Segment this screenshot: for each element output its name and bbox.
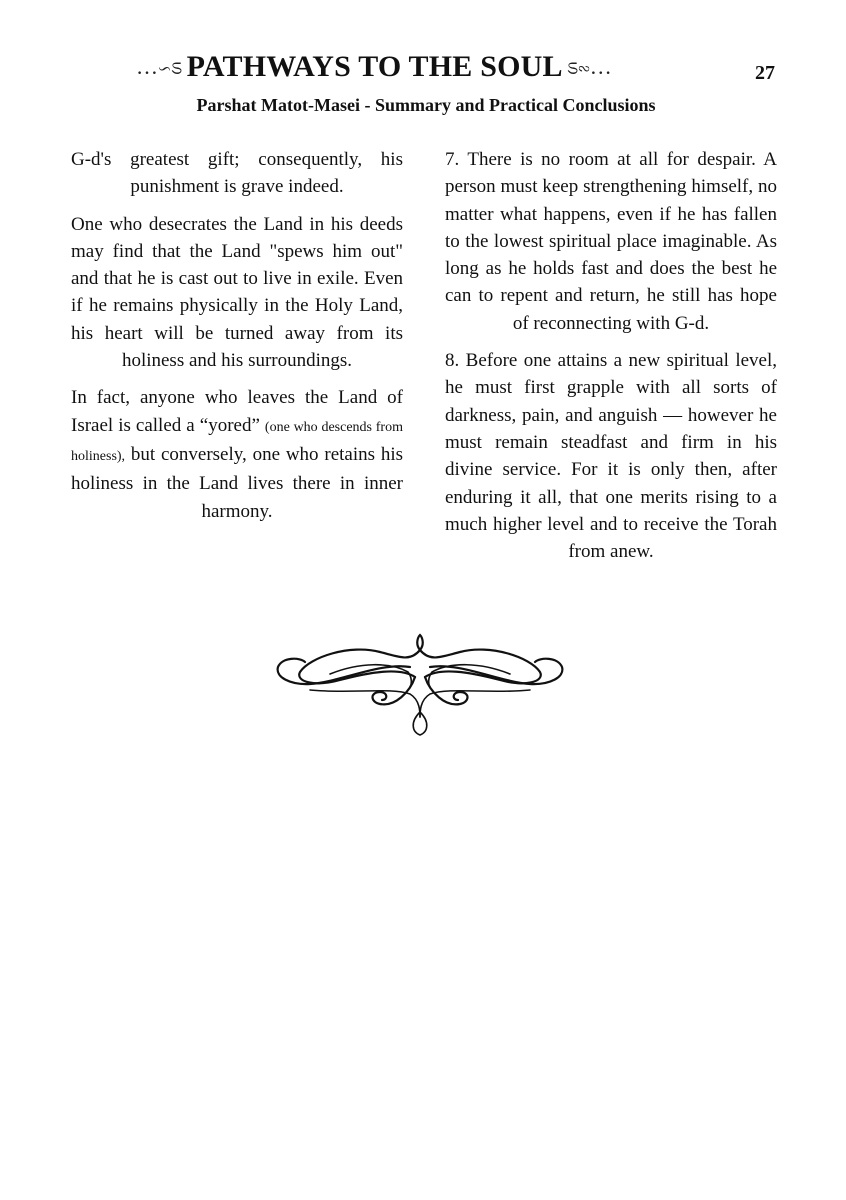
paragraph: G-d's greatest gift; consequently, his punishment is grave indeed. [71,149,403,198]
paragraph-point-8: 8. Before one attains a new spiritual level, he must first grapple with all sorts of darkness, pain, and anguish — however he must remain steadfast and firm in his divine service. For it is only then, after enduring it all, that one merits rising to a much higher level and to receive the Torah from anew. [445,350,777,563]
page-number: 27 [755,62,775,84]
paragraph-text: but conversely, one who retains his holiness in the Land lives there in inner harmony. [71,443,403,522]
flourish-right-icon: ಽ∾… [566,54,613,79]
paragraph [71,384,403,524]
left-column [71,146,403,535]
chapter-subtitle: Parshat Matot-Masei - Summary and Practical Conclusions [196,95,656,115]
paragraph-text: In fact, anyone who leaves the Land of Israel is called a “yored” [71,387,403,436]
running-title [132,50,616,84]
paragraph: One who desecrates the Land in his deeds may find that the Land "spews him out" and that he is cast out to live in exile. Even if he remains physically in the Holy Land, his heart will be turned away from its holiness and his surroundings. [71,213,403,372]
decorative-ornament-icon [270,632,570,737]
paragraph-point-7: 7. There is no room at all for despair. A person must keep strengthening himself, no matter what happens, even if he has fallen to the lowest spiritual place imaginable. As long as he holds fast and does the best he can to repent and return, he still has hope of reconnecting with G-d. [445,149,777,334]
flourish-left-icon: …∽ಽ [136,54,183,79]
parenthetical-note: (one who descends from holiness), [71,419,403,464]
right-column [445,146,777,575]
book-title: PATHWAYS TO THE SOUL [186,50,563,83]
